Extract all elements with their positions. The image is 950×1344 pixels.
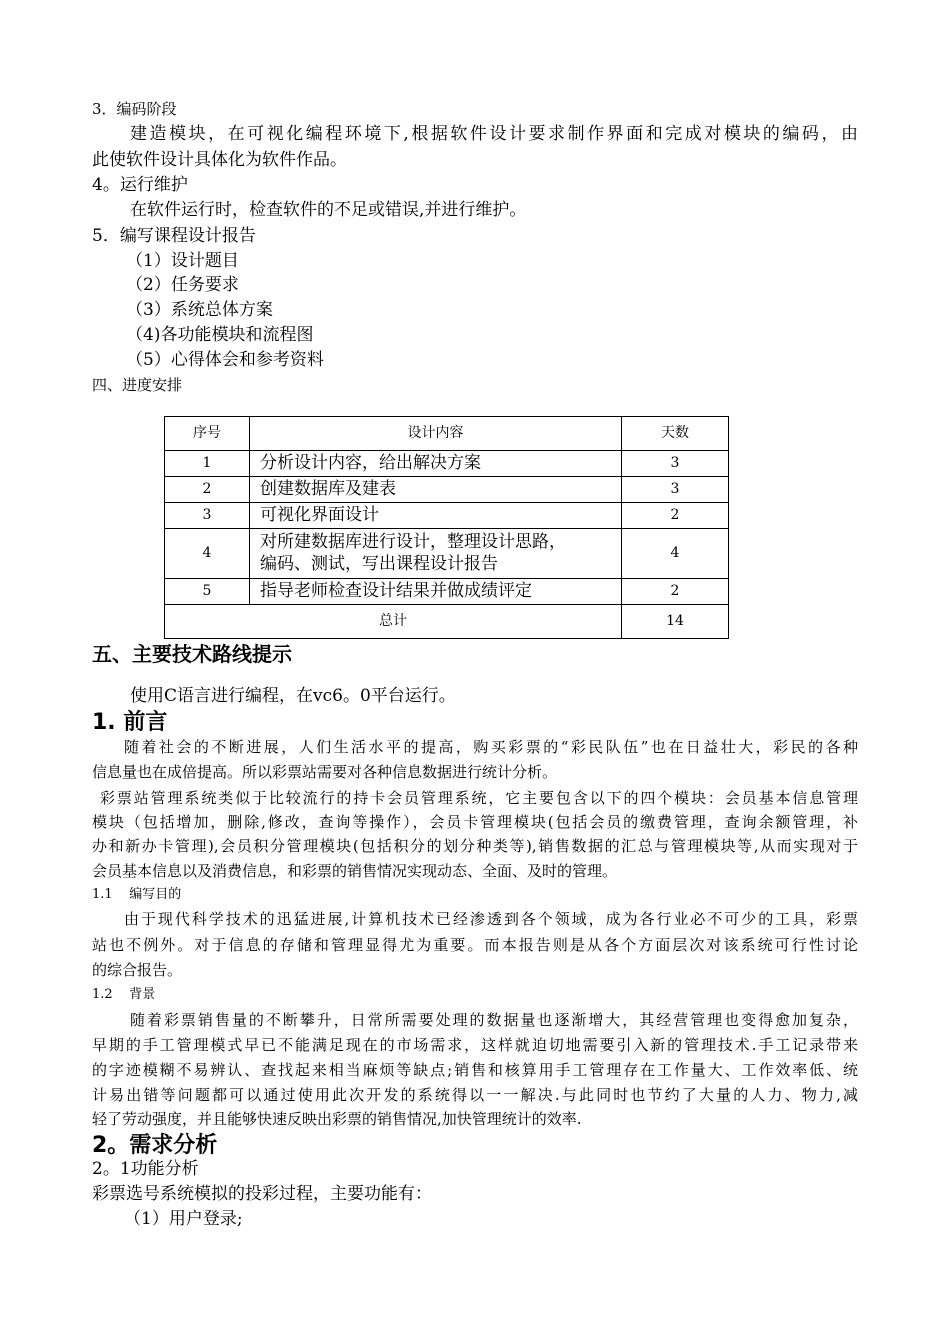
row-no: 4: [165, 529, 250, 579]
total-days: 14: [622, 605, 729, 639]
coding-phase-heading: 3．编码阶段: [92, 100, 177, 118]
tech-heading: 五、主要技术路线提示: [92, 642, 292, 666]
background-line5: 轻了劳动强度，并且能够快速反映出彩票的销售情况,加快管理统计的效率.: [92, 1110, 582, 1128]
row-content: 指导老师检查设计结果并做成绩评定: [250, 579, 622, 605]
row-days: 2: [622, 503, 729, 529]
row-content-line1: 对所建数据库进行设计，整理设计思路，: [260, 532, 566, 553]
row-content-line2: 编码、测试，写出课程设计报告: [260, 553, 498, 574]
background-line3: 的字迹模糊不易辨认、查找起来相当麻烦等缺点;销售和核算用手工管理存在工作量大、工作效率低、统: [92, 1061, 858, 1079]
row-days: 2: [622, 579, 729, 605]
row-no: 1: [165, 451, 250, 477]
preface-p2-line3: 办和新办卡管理),会员积分管理模块(包括积分的划分种类等),销售数据的汇总与管理模块等,从而实现对于: [92, 837, 858, 855]
background-line2: 早期的手工管理模式早已不能满足现在的市场需求，这样就迫切地需要引入新的管理技术.手工记录带来: [92, 1036, 858, 1054]
coding-phase-body-line1: 建造模块，在可视化编程环境下,根据软件设计要求制作界面和完成对模块的编码，由: [130, 124, 858, 144]
row-days: 3: [622, 477, 729, 503]
tech-body: 使用C语言进行编程，在vc6。0平台运行。: [130, 686, 456, 706]
maintenance-body: 在软件运行时，检查软件的不足或错误,并进行维护。: [130, 200, 527, 220]
row-content: 创建数据库及建表: [250, 477, 622, 503]
preface-heading: 1. 前言: [92, 710, 168, 735]
col-header-no: 序号: [165, 417, 250, 451]
background-line4: 计易出错等问题都可以通过使用此次开发的系统得以一一解决.与此同时也节约了大量的人力、物力,减: [92, 1086, 858, 1104]
background-line1: 随着彩票销售量的不断攀升，日常所需要处理的数据量也逐渐增大，其经营管理也变得愈加复杂，: [130, 1011, 858, 1029]
preface-p2-line1: 彩票站管理系统类似于比较流行的持卡会员管理系统，它主要包含以下的四个模块：会员基本信息管理: [100, 789, 858, 807]
row-content: 分析设计内容，给出解决方案: [250, 451, 622, 477]
purpose-line2: 站也不例外。对于信息的存储和管理显得尤为重要。而本报告则是从各个方面层次对该系统可行性讨论: [92, 936, 858, 954]
preface-p2-line2: 模块（包括增加，删除,修改，查询等操作），会员卡管理模块(包括会员的缴费管理，查询余额管理，补: [92, 813, 858, 831]
col-header-content: 设计内容: [250, 417, 622, 451]
preface-p2-line4: 会员基本信息以及消费信息，和彩票的销售情况实现动态、全面、及时的管理。: [92, 862, 618, 880]
row-content: 可视化界面设计: [250, 503, 622, 529]
table-row: [165, 503, 729, 529]
table-row: [165, 529, 729, 579]
background-heading: 1.2 背景: [92, 987, 156, 1002]
report-item: （5）心得体会和参考资料: [126, 350, 324, 370]
purpose-line1: 由于现代科学技术的迅猛进展,计算机技术已经渗透到各个领域，成为各行业必不可少的工具，彩票: [124, 910, 858, 928]
col-header-days: 天数: [622, 417, 729, 451]
table-row: [165, 579, 729, 605]
maintenance-heading: 4。运行维护: [92, 175, 188, 195]
report-heading: 5．编写课程设计报告: [92, 226, 256, 246]
report-item: （2）任务要求: [126, 275, 239, 295]
report-item: （3）系统总体方案: [126, 300, 273, 320]
schedule-table: [164, 416, 729, 639]
total-label: 总计: [165, 605, 622, 639]
report-item: （4)各功能模块和流程图: [126, 325, 314, 345]
report-item: （1）设计题目: [126, 251, 239, 271]
purpose-heading: 1.1 编写目的: [92, 887, 182, 902]
row-content: [250, 529, 622, 579]
requirements-item: （1）用户登录;: [124, 1209, 243, 1229]
schedule-heading: 四、进度安排: [92, 376, 183, 394]
row-no: 5: [165, 579, 250, 605]
row-no: 3: [165, 503, 250, 529]
preface-p1-line2: 信息量也在成倍提高。所以彩票站需要对各种信息数据进行统计分析。: [92, 763, 558, 781]
table-row: [165, 451, 729, 477]
preface-p1-line1: 随着社会的不断进展，人们生活水平的提高，购买彩票的“彩民队伍”也在日益壮大，彩民的各种: [124, 738, 858, 756]
table-total-row: [165, 605, 729, 639]
row-days: 3: [622, 451, 729, 477]
table-row: [165, 477, 729, 503]
requirements-subheading: 2。1功能分析: [92, 1159, 199, 1179]
coding-phase-body-line2: 此使软件设计具体化为软件作品。: [92, 150, 347, 170]
row-no: 2: [165, 477, 250, 503]
purpose-line3: 的综合报告。: [92, 961, 183, 979]
requirements-intro: 彩票选号系统模拟的投彩过程，主要功能有：: [92, 1184, 432, 1204]
requirements-heading: 2。需求分析: [92, 1133, 218, 1158]
row-days: 4: [622, 529, 729, 579]
table-header-row: [165, 417, 729, 451]
